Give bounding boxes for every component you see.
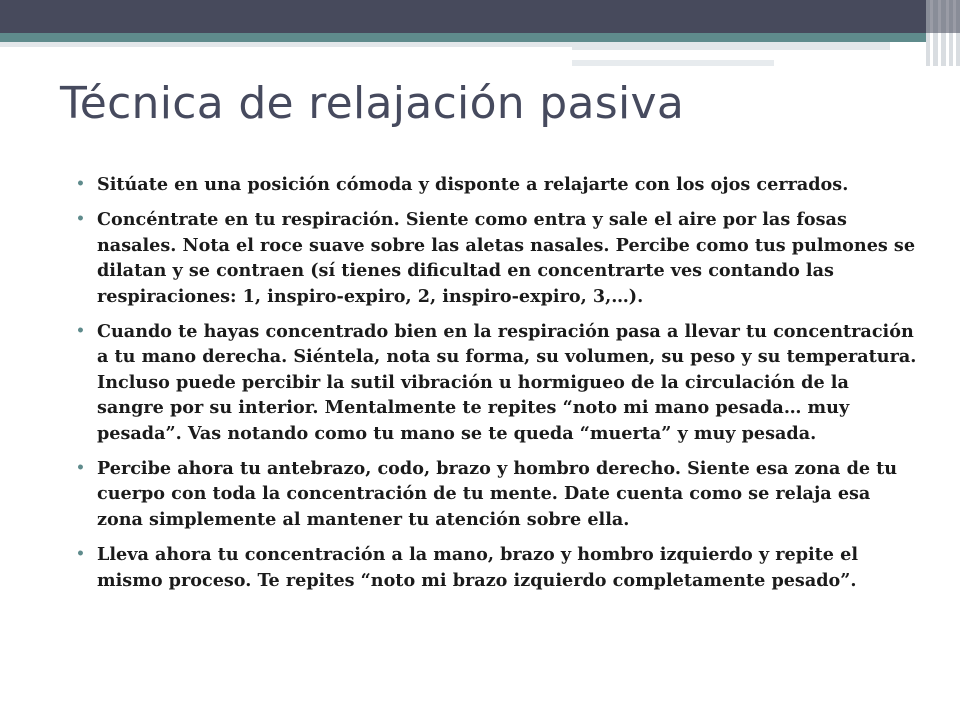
bullet-icon: • — [76, 211, 85, 228]
bullet-icon: • — [76, 460, 85, 477]
header-band-dark — [0, 0, 960, 33]
bullet-icon: • — [76, 546, 85, 563]
header-band-light-3 — [572, 60, 774, 66]
bullet-item — [76, 207, 921, 309]
bullet-icon: • — [76, 176, 85, 192]
header-band-accent — [0, 33, 960, 42]
bullet-item — [76, 172, 921, 197]
slide-title: Técnica de relajación pasiva — [60, 78, 685, 129]
bullet-item — [76, 542, 921, 593]
bullet-item — [76, 456, 921, 532]
bullet-item — [76, 319, 921, 446]
bullet-text: Lleva ahora tu concentración a la mano, brazo y hombro izquierdo y repite el mismo proceso. Te repites “noto mi brazo izquierdo completamente pesado”. — [97, 544, 859, 591]
bullet-text: Percibe ahora tu antebrazo, codo, brazo y hombro derecho. Siente esa zona de tu cuerpo con toda la concentración de tu mente. Date cuenta como se relaja esa zona simplemente al mantener tu atención sobre ella. — [97, 458, 898, 530]
header-band-light — [0, 42, 572, 47]
bullet-icon: • — [76, 323, 85, 340]
corner-decoration — [926, 0, 960, 66]
bullet-text: Sitúate en una posición cómoda y disponte a relajarte con los ojos cerrados. — [97, 174, 849, 195]
bullet-text: Concéntrate en tu respiración. Siente como entra y sale el aire por las fosas nasales. Nota el roce suave sobre las aletas nasales. Percibe como tus pulmones se dilatan y se contraen (sí tienes dificultad en concentrarte ves contando las respiraciones: 1, inspiro-expiro, 2, inspiro-expiro, 3,…). — [97, 209, 916, 307]
bullet-list — [76, 172, 921, 603]
header-band-light-2 — [572, 42, 890, 50]
bullet-text: Cuando te hayas concentrado bien en la respiración pasa a llevar tu concentración a tu mano derecha. Siéntela, nota su forma, su volumen, su peso y su temperatura. Incluso puede percibir la sutil vibración u hormigueo de la circulación de la sangre por su interior. Mentalmente te repites “noto mi mano pesada… muy pesada”. Vas notando como tu mano se te queda “muerta” y muy pesada. — [97, 321, 917, 444]
corner-shade — [926, 0, 960, 33]
